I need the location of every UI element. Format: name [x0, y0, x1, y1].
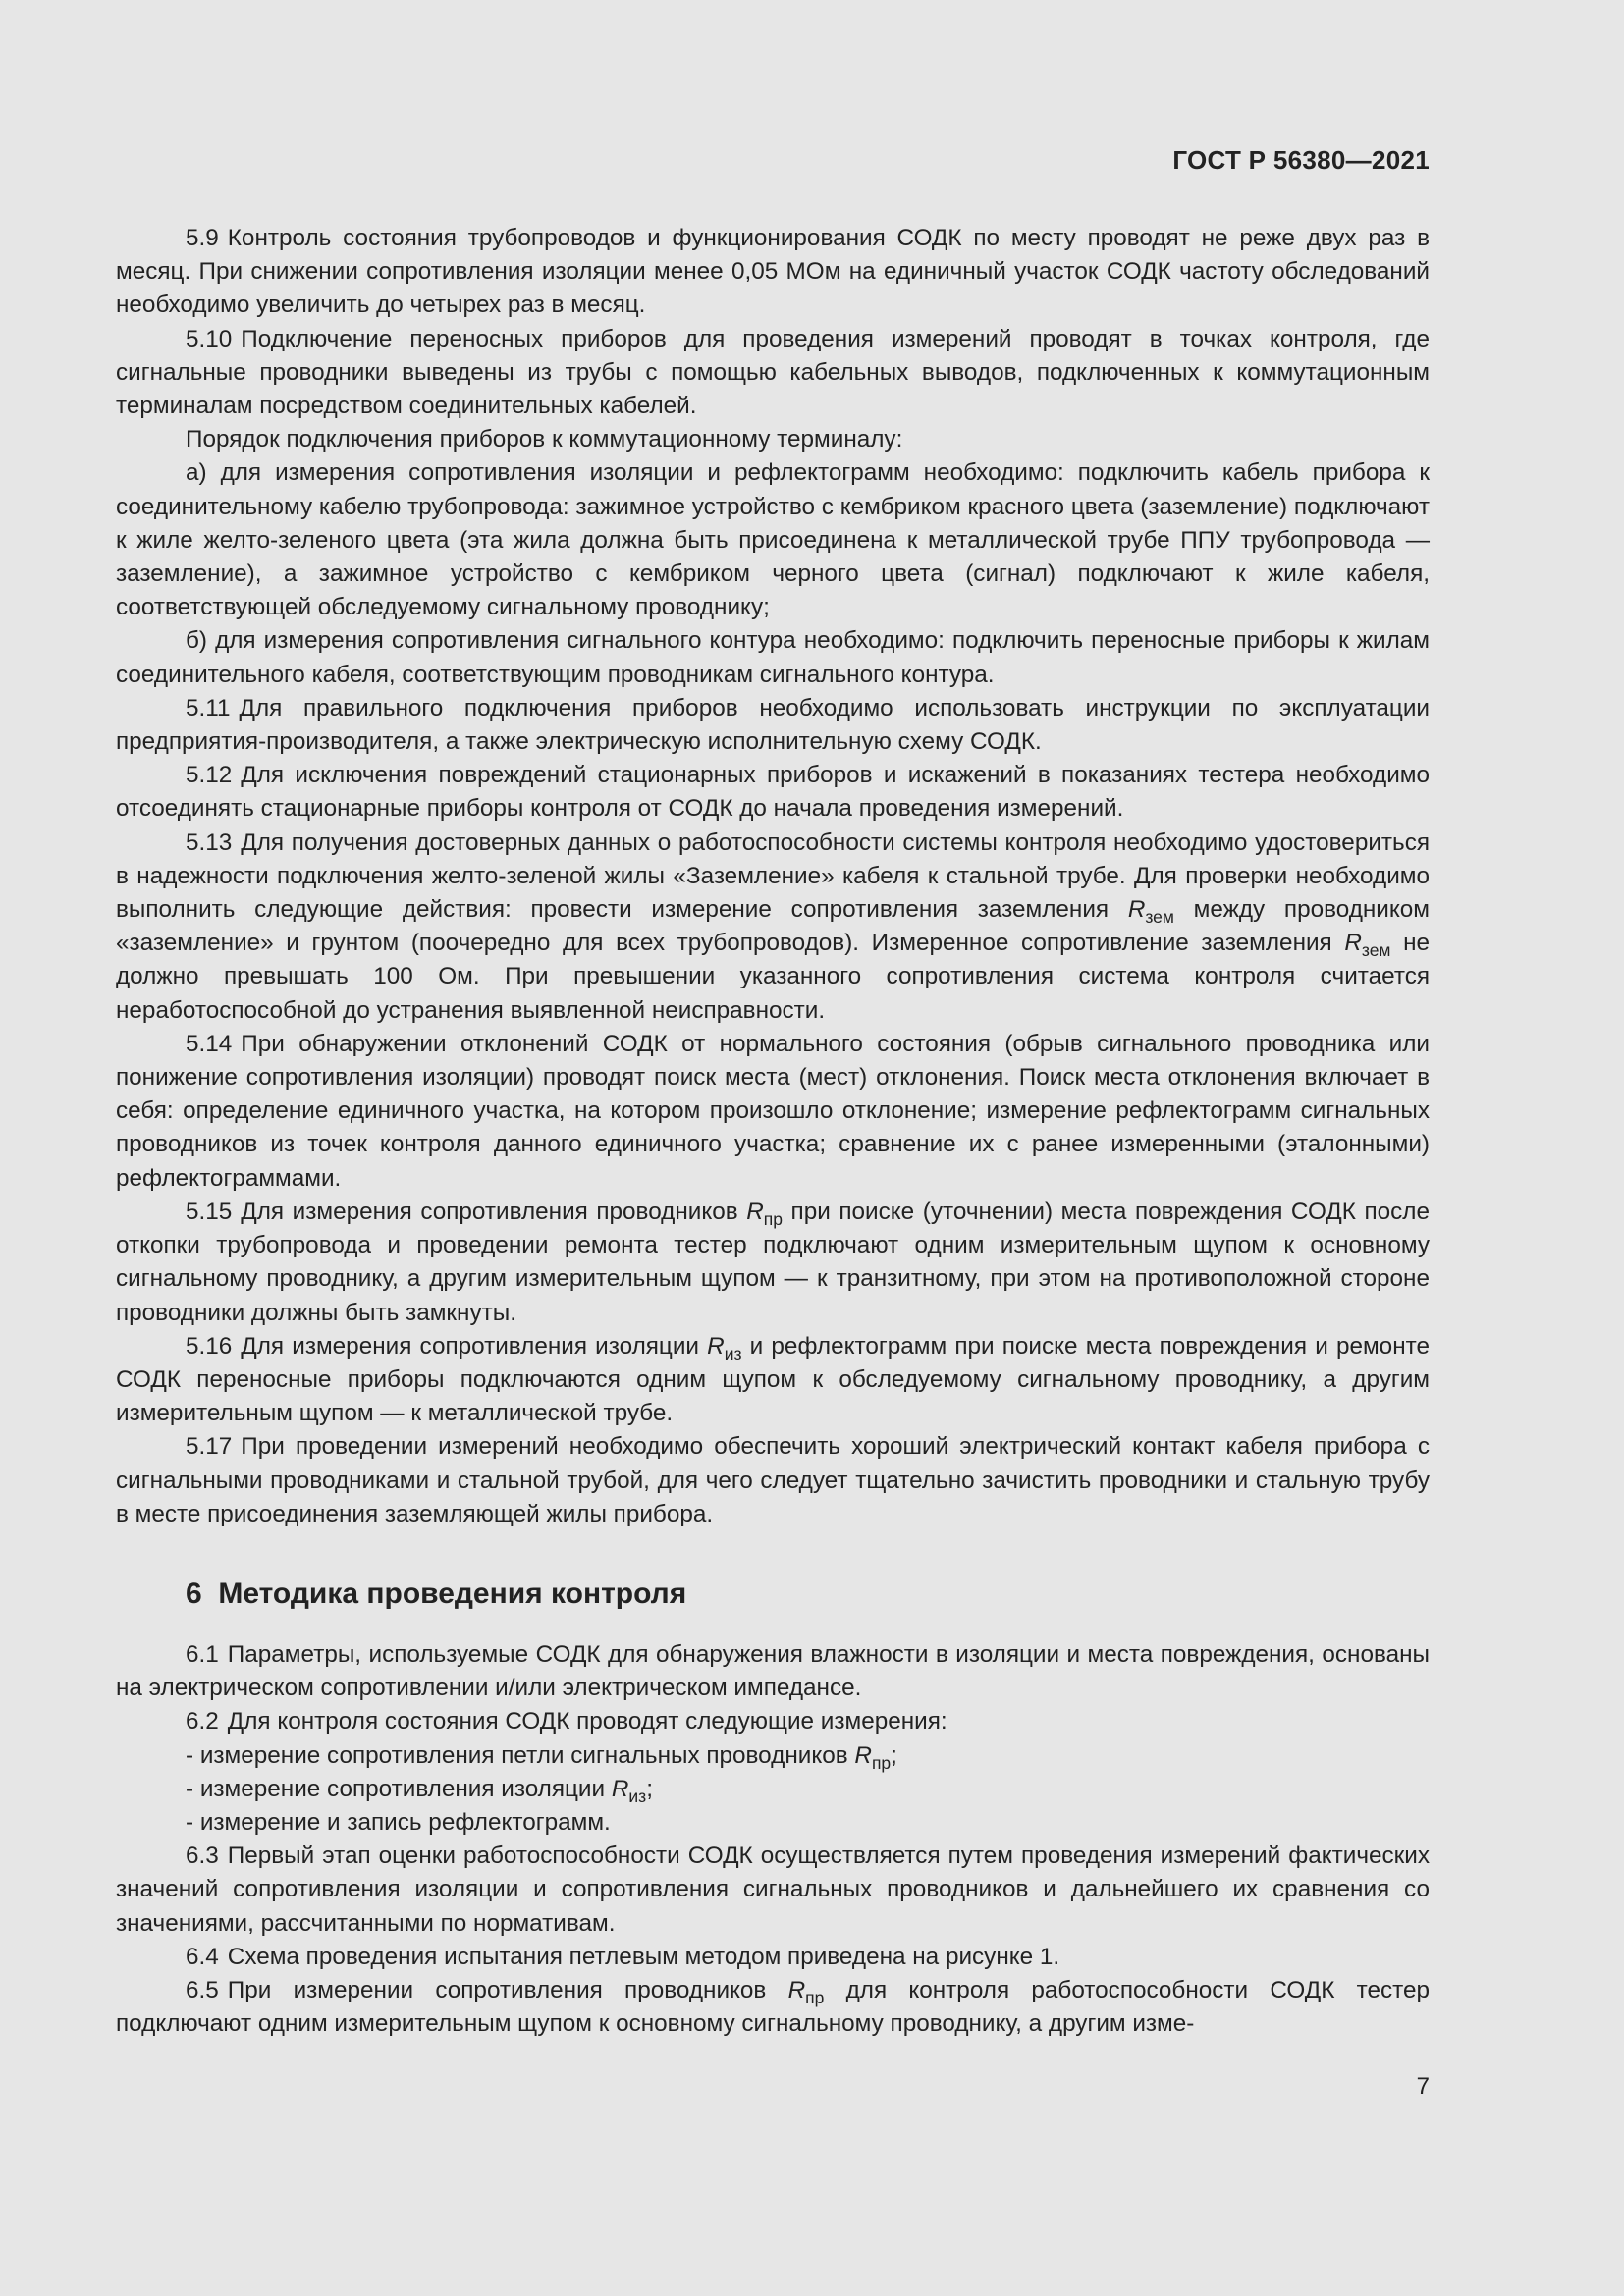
list-item-a: а) для измерения сопротивления изоляции и рефлектограмм необходимо: подключить кабель прибора к соединительному кабелю трубопровода: зажимное устройство с кембриком красного цвета (заземление) подключают к жиле желто-зеленого цвета (эта жила должна быть присоединена к металлической трубе ППУ трубопровода — заземление), а зажимное устройство с кембриком черного цвета (сигнал) подключают к жиле кабеля, соответствующей обследуемому сигнальному проводнику; [116, 459, 1430, 621]
clause-text: Параметры, используемые СОДК для обнаружения влажности в изоляции и места повреждения, основаны на электрическом сопротивлении и/или электрическом импедансе. [116, 1640, 1430, 1702]
clause-number: 6.3 [186, 1842, 219, 1870]
clause-5-12 [116, 759, 1430, 826]
clause-number: 5.11 [186, 694, 231, 721]
symbol-r: R [611, 1775, 629, 1802]
connection-order-intro: Порядок подключения приборов к коммутационному терминалу: [186, 426, 903, 454]
symbol-r: R [787, 1976, 806, 2003]
section-6-heading [186, 1576, 1430, 1612]
document-body [116, 222, 1430, 2041]
list-item-loop-resistance: - измерение сопротивления петли сигнальных проводников $R_{пр}$; [186, 1741, 897, 1773]
clause-number: 6.2 [186, 1708, 219, 1735]
subscript-pr: пр [871, 1752, 892, 1773]
clause-text: Для контроля состояния СОДК проводят следующие измерения: [227, 1708, 947, 1735]
clause-text: Первый этап оценки работоспособности СОДК осуществляется путем проведения измерений фактических значений сопротивления изоляции и сопротивления сигнальных проводников и дальнейшего их сравнения со значениями, рассчитанными по нормативам. [116, 1842, 1430, 1937]
clause-text: Подключение переносных приборов для проведения измерений проводят в точках контроля, где сигнальные проводники выведены из трубы с помощью кабельных выводов, подключенных к коммутационным терминалам посредством соединительных кабелей. [116, 325, 1430, 420]
subscript-pr: пр [805, 1988, 825, 2008]
clause-number: 5.17 [186, 1433, 233, 1461]
clause-6-2 [116, 1705, 1430, 1738]
clause-number: 5.15 [186, 1198, 233, 1225]
clause-number: 6.4 [186, 1943, 219, 1970]
symbol-r: R [1127, 896, 1146, 924]
clause-5-11 [116, 692, 1430, 759]
clause-text: Схема проведения испытания петлевым методом приведена на рисунке 1. [227, 1943, 1060, 1970]
symbol-r: R [746, 1198, 764, 1225]
clause-5-10 [116, 323, 1430, 424]
clause-number: 5.13 [186, 828, 233, 856]
subscript-pr: пр [763, 1209, 783, 1229]
clause-6-3 [116, 1840, 1430, 1941]
clause-number: 5.16 [186, 1332, 233, 1360]
symbol-r: R [1344, 930, 1362, 957]
clause-text: При обнаружении отклонений СОДК от нормального состояния (обрыв сигнального проводника или понижение сопротивления изоляции) проводят поиск места (мест) отклонения. Поиск места отклонения включает в себя: определение единичного участка, на котором произошло отклонение; измерение рефлектограмм сигнальных проводников из точек контроля данного единичного участка; сравнение их с ранее измеренными (эталонными) рефлектограммами. [116, 1030, 1430, 1192]
clause-text: Для правильного подключения приборов необходимо использовать инструкции по эксплуатации предприятия-производителя, а также электрическую исполнительную схему СОДК. [116, 694, 1430, 756]
clause-5-17 [116, 1430, 1430, 1531]
clause-text: Контроль состояния трубопроводов и функционирования СОДК по месту проводят не реже двух раз в месяц. При снижении сопротивления изоляции менее 0,05 МОм на единичный участок СОДК частоту обследований необходимо увеличить до четырех раз в месяц. [116, 225, 1430, 319]
clause-5-15: 5.15 Для измерения сопротивления проводников $R_{пр}$ при поиске (уточнении) места повреждения СОДК после откопки трубопровода и проведении ремонта тестер подключают одним измерительным щупом к основному сигнальному проводнику, а другим измерительным щупом — к транзитному, при этом на противоположной стороне проводники должны быть замкнуты. [116, 1198, 1430, 1326]
clause-number: 6.5 [186, 1976, 219, 2003]
symbol-r: R [854, 1741, 872, 1769]
page-number: 7 [1416, 2073, 1430, 2100]
standard-header: ГОСТ Р 56380—2021 [1172, 145, 1430, 175]
clause-number: 5.9 [186, 225, 219, 251]
clause-text: Для исключения повреждений стационарных приборов и искажений в показаниях тестера необходимо отсоединять стационарные приборы контроля от СОДК до начала проведения измерений. [116, 762, 1430, 823]
section-title: Методика проведения контроля [218, 1576, 687, 1610]
subscript-zem: зем [1145, 907, 1174, 928]
subscript-iz: из [724, 1343, 742, 1363]
subscript-zem: зем [1361, 940, 1391, 961]
clause-number: 5.10 [186, 325, 233, 352]
clause-6-4 [116, 1941, 1430, 1974]
list-item-insulation-resistance: - измерение сопротивления изоляции $R_{из}$; [186, 1775, 653, 1806]
clause-text: При проведении измерений необходимо обеспечить хороший электрический контакт кабеля прибора с сигнальными проводниками и стальной трубой, для чего следует тщательно зачистить проводники и стальную трубу в месте присоединения заземляющей жилы прибора. [116, 1433, 1430, 1527]
clause-number: 5.14 [186, 1030, 233, 1057]
clause-5-9 [116, 222, 1430, 323]
clause-number: 5.12 [186, 762, 233, 789]
clause-6-1 [116, 1638, 1430, 1705]
clause-6-5: 6.5 При измерении сопротивления проводников $R_{пр}$ для контроля работоспособности СОДК тестер подключают одним измерительным щупом к основному сигнальному проводнику, а другим изме- [116, 1976, 1430, 2038]
clause-5-16: 5.16 Для измерения сопротивления изоляции $R_{из}$ и рефлектограмм при поиске места повреждения и ремонте СОДК переносные приборы подключаются одним щупом к обследуемому сигнальному проводнику, а другим измерительным щупом — к металлической трубе. [116, 1332, 1430, 1427]
clause-5-13: 5.13 Для получения достоверных данных о работоспособности системы контроля необходимо удостовериться в надежности подключения желто-зеленой жилы «Заземление» кабеля к стальной трубе. Для проверки необходимо выполнить следующие действия: провести измерение сопротивления заземления $R_{зем}$ между проводником «заземление» и грунтом (поочередно для всех трубопроводов). Измеренное сопротивление заземления $R_{зем}$ не должно превышать 100 Ом. При превышении указанного сопротивления система контроля считается неработоспособной до устранения выявленной неисправности. [116, 828, 1430, 1024]
list-item-reflectograms: - измерение и запись рефлектограмм. [186, 1808, 611, 1836]
clause-5-14 [116, 1028, 1430, 1196]
subscript-iz: из [628, 1786, 647, 1806]
section-number: 6 [186, 1576, 202, 1610]
list-item-b: б) для измерения сопротивления сигнального контура необходимо: подключить переносные приборы к жилам соединительного кабеля, соответствующим проводникам сигнального контура. [116, 627, 1430, 688]
symbol-r: R [707, 1332, 725, 1360]
clause-number: 6.1 [186, 1640, 219, 1668]
